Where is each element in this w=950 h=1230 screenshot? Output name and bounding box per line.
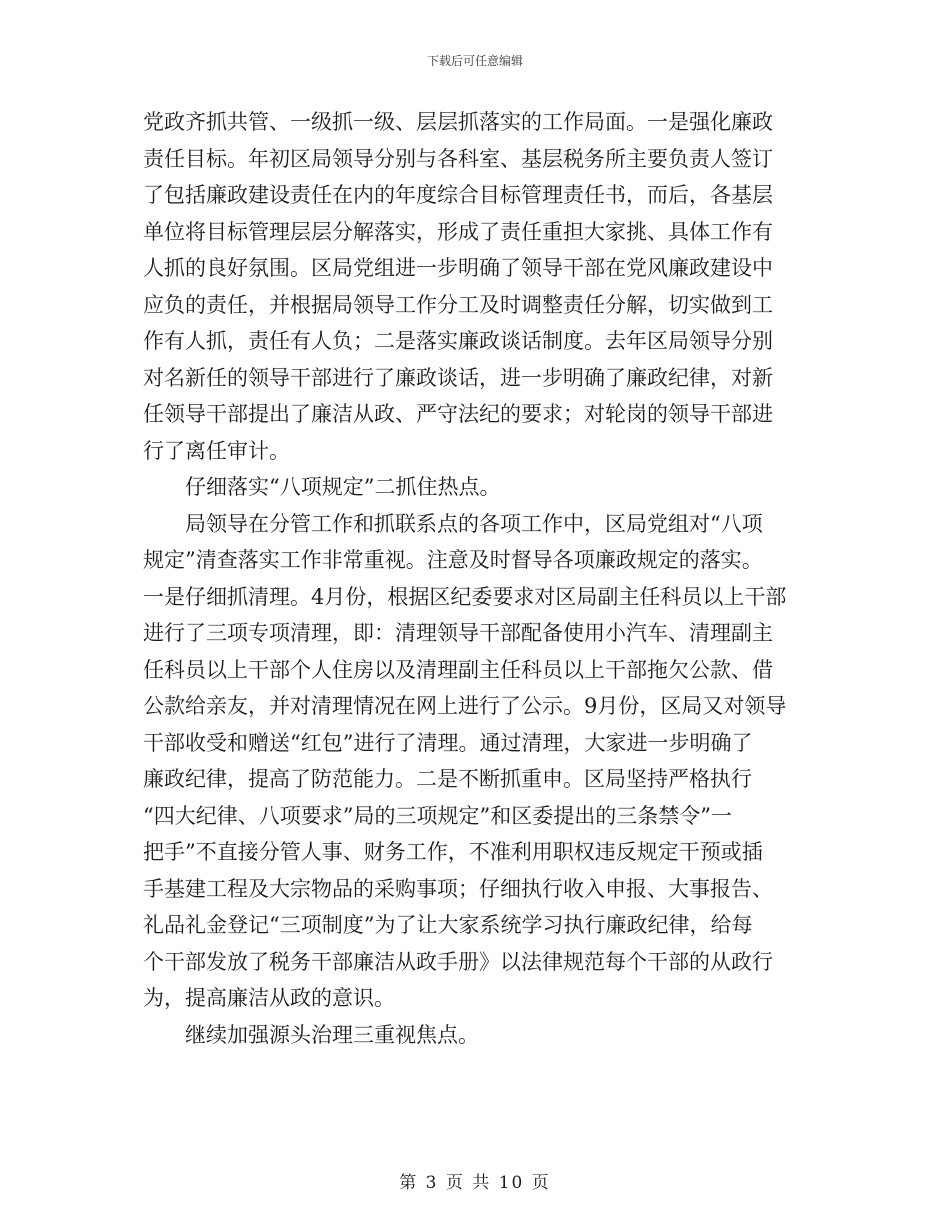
text-line: 规定”清查落实工作非常重视。注意及时督导各项廉政规定的落实。 [143, 548, 763, 572]
text-line: 局领导在分管工作和抓联系点的各项工作中，区局党组对“八项 [143, 511, 763, 536]
text-line: 把手”不直接分管人事、财务工作，不准利用职权违反规定干预或插 [143, 840, 763, 864]
text-line: 单位将目标管理层层分解落实，形成了责任重担大家挑、具体工作有 [143, 219, 773, 244]
text-line: 人抓的良好氛围。区局党组进一步明确了领导干部在党风廉政建设中 [143, 256, 773, 280]
body-text [143, 104, 813, 1053]
text-line: 一是仔细抓清理。4月份，根据区纪委要求对区局副主任科员以上干部 [143, 584, 787, 609]
text-line: 手基建工程及大宗物品的采购事项；仔细执行收入申报、大事报告、 [143, 876, 773, 901]
text-line: 作有人抓，责任有人负；二是落实廉政谈话制度。去年区局领导分别 [143, 329, 773, 353]
text-line: “四大纪律、八项要求”局的三项规定”和区委提出的三条禁令”一 [143, 803, 732, 828]
text-line: 干部收受和赠送“红包”进行了清理。通过清理，大家进一步明确了 [143, 730, 753, 755]
text-line: 应负的责任，并根据局领导工作分工及时调整责任分解，切实做到工 [143, 292, 773, 317]
section-heading: 继续加强源头治理三重视焦点。 [143, 1022, 479, 1047]
page-number: 第 3 页 共 10 页 [399, 1173, 551, 1193]
text-line: 个干部发放了税务干部廉洁从政手册》以法律规范每个干部的从政行 [143, 949, 773, 974]
text-line: 进行了三项专项清理，即：清理领导干部配备使用小汽车、清理副主 [143, 621, 773, 645]
section-heading: 仔细落实“八项规定”二抓住热点。 [143, 475, 501, 499]
text-line: 责任目标。年初区局领导分别与各科室、基层税务所主要负责人签订 [143, 146, 773, 171]
text-line: 行了离任审计。 [143, 438, 290, 463]
text-line: 为，提高廉洁从政的意识。 [143, 986, 395, 1010]
page-header: 下载后可任意编辑 [426, 54, 523, 68]
text-line: 了包括廉政建设责任在内的年度综合目标管理责任书，而后，各基层 [143, 183, 773, 207]
text-line: 廉政纪律，提高了防范能力。二是不断抓重申。区局坚持严格执行 [143, 767, 752, 791]
text-line: 对名新任的领导干部进行了廉政谈话，进一步明确了廉政纪律，对新 [143, 365, 773, 390]
text-line: 任科员以上干部个人住房以及清理副主任科员以上干部拖欠公款、借 [143, 657, 773, 682]
text-line: 党政齐抓共管、一级抓一级、层层抓落实的工作局面。一是强化廉政 [143, 110, 773, 134]
text-line: 任领导干部提出了廉洁从政、严守法纪的要求；对轮岗的领导干部进 [143, 402, 773, 426]
text-line: 公款给亲友，并对清理情况在网上进行了公示。9月份，区局又对领导 [143, 694, 787, 718]
text-line: 礼品礼金登记“三项制度”为了让大家系统学习执行廉政纪律，给每 [143, 913, 753, 937]
